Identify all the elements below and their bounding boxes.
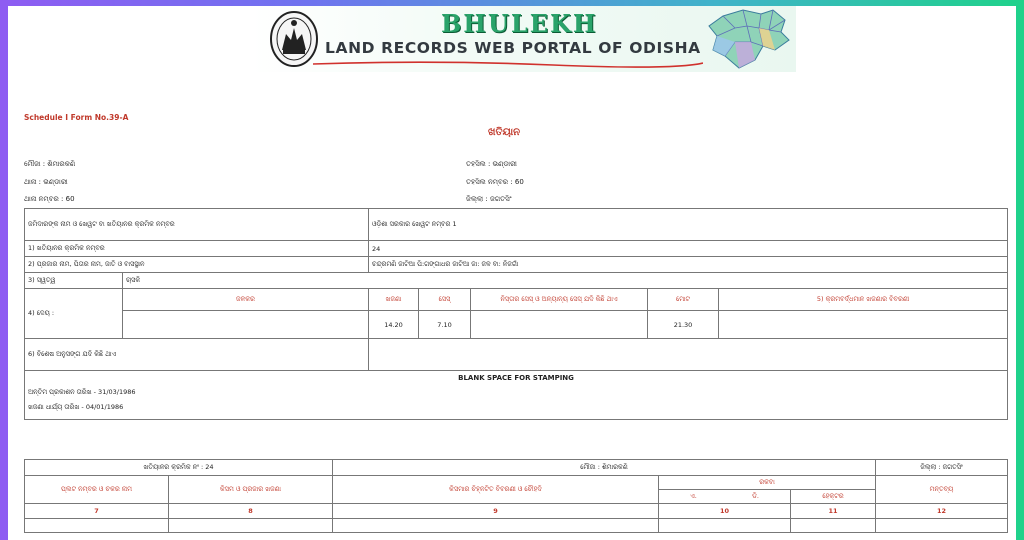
- col-number-10: 10: [659, 504, 791, 519]
- header-area-acre: ଏ.: [690, 492, 697, 500]
- table-row: [25, 241, 1008, 257]
- rent-value-khajana: 14.20: [369, 311, 419, 339]
- tahasil-number-label: ତହସିଲ ନମ୍ବର : 60: [466, 178, 524, 186]
- landlord-value: ଓଡ଼ିଶା ସରକାର ଖେୱଟ ନମ୍ବର 1: [369, 209, 1008, 241]
- rent-header-water: ଜଳକର: [123, 289, 369, 311]
- tax-assessment-date: ଖଜଣା ଧାର୍ଯ୍ୟ ତାରିଖ - 04/01/1986: [28, 403, 124, 411]
- rent-header-khajana: ଖଜଣା: [369, 289, 419, 311]
- table-row: [25, 273, 1008, 289]
- odisha-map-icon: [703, 6, 793, 72]
- col-number-12: 12: [876, 504, 1008, 519]
- table-row: [25, 209, 1008, 241]
- portal-underline: [313, 58, 703, 70]
- bhulekh-brand: BHULEKH: [441, 9, 598, 38]
- plot-table: [24, 459, 1008, 533]
- stamp-cell: [25, 371, 1008, 420]
- bhulekh-banner: [251, 6, 796, 72]
- header-area-units: [659, 490, 791, 504]
- mouza-label: ମୌଜା : ଶିମାରକଣି: [24, 160, 76, 168]
- table-row: [25, 460, 1008, 476]
- special-remark-label: 6) ବିଶେଷ ଅନୁସଙ୍ଗ ଯଦି କିଛି ଥାଏ: [25, 339, 369, 371]
- plot-mouza: ମୌଜା : ଶିମାରକଣି: [333, 460, 876, 476]
- tenant-label: 2) ପ୍ରଜାର ନାମ, ପିତାର ନାମ, ଜାତି ଓ ବାସସ୍ଥାନ: [25, 257, 369, 273]
- table-row: [25, 289, 1008, 311]
- plot-khatian-no: ଖତିୟାନର କ୍ରମିକ ନଂ : 24: [25, 460, 333, 476]
- table-row: [25, 519, 1008, 533]
- rent-value-progressive: [719, 311, 1008, 339]
- thana-number-label: ଥାନା ନମ୍ବର : 60: [24, 195, 75, 203]
- col-number-7: 7: [25, 504, 169, 519]
- final-publication-date: ଅନ୍ତିମ ପ୍ରକାଶନ ତାରିଖ - 31/03/1986: [28, 388, 136, 396]
- rent-value-water: [123, 311, 369, 339]
- rent-label: 4) ଦେୟ :: [25, 289, 123, 339]
- landlord-label: ଜମିଦାରଙ୍କ ନାମ ଓ ଖେୱଟ ବା ଖତିୟାନର କ୍ରମିକ ନମ୍ବର: [25, 209, 369, 241]
- table-row: [25, 371, 1008, 420]
- header-area: ରକବା: [659, 476, 876, 490]
- khatian-no-label: 1) ଖତିୟାନର କ୍ରମିକ ନମ୍ବର: [25, 241, 369, 257]
- khatian-no-value: 24: [369, 241, 1008, 257]
- plot-district: ଜିଲ୍ଲା : ଜଗତସିଂ: [876, 460, 1008, 476]
- document-title: ଖତିୟାନ: [488, 127, 521, 138]
- tenant-value: ଚନ୍ଦ୍ରମଣି ଜାଟିଆ ପି:ଗଙ୍ଗାଧର ଜାଟିଆ ଜା: ଜଳ ବା: ନିଜଗାଁ: [369, 257, 1008, 273]
- header-boundary: କିସମାର ଚିହ୍ନଟିତ ବିବରଣୀ ଓ ଚୌହଦି: [333, 476, 659, 504]
- table-row: [25, 257, 1008, 273]
- rent-header-total: ମୋଟ: [648, 289, 719, 311]
- tahasil-label: ତହସିଲ : ଭଣ୍ଡାରୀ: [466, 160, 517, 168]
- header-area-hectare: ହେକ୍ଟର: [791, 490, 876, 504]
- header-area-decimal: ଡି.: [752, 492, 759, 500]
- rent-value-other-cess: [471, 311, 648, 339]
- col-number-9: 9: [333, 504, 659, 519]
- district-label: ଜିଲ୍ଲା : ଜଗତସିଂ: [466, 195, 512, 203]
- stamp-title: BLANK SPACE FOR STAMPING: [458, 374, 574, 382]
- rent-header-cess: ସେସ୍: [419, 289, 471, 311]
- header-kisam: କିସମ ଓ ପ୍ରଜାର ଖଜଣା: [169, 476, 333, 504]
- special-remark-value: [369, 339, 1008, 371]
- rent-value-total: 21.30: [648, 311, 719, 339]
- table-row: [25, 339, 1008, 371]
- rent-header-progressive: 5) କ୍ରମବର୍ଦ୍ଧମାନ ଖଜଣାର ବିବରଣୀ: [719, 289, 1008, 311]
- rent-value-cess: 7.10: [419, 311, 471, 339]
- form-number: Schedule I Form No.39-A: [24, 113, 129, 122]
- col-number-8: 8: [169, 504, 333, 519]
- rent-header-other-cess: ନିସ୍ତାର ସେସ୍ ଓ ଅନ୍ୟାନ୍ୟ ସେସ୍ ଯଦି କିଛି ଥାଏ: [471, 289, 648, 311]
- rights-value: ଚାସକି: [123, 273, 1008, 289]
- col-number-11: 11: [791, 504, 876, 519]
- odisha-emblem-icon: [269, 10, 319, 68]
- table-row: [25, 311, 1008, 339]
- portal-title: LAND RECORDS WEB PORTAL OF ODISHA: [325, 39, 701, 57]
- header-remarks: ମନ୍ତବ୍ୟ: [876, 476, 1008, 504]
- table-row: [25, 476, 1008, 490]
- table-row: [25, 504, 1008, 519]
- rights-label: 3) ସ୍ୱତ୍ୱ: [25, 273, 123, 289]
- thana-label: ଥାନା : ଭଣ୍ଡାରୀ: [24, 178, 68, 186]
- khatian-table: [24, 208, 1008, 420]
- document-page: [8, 6, 1016, 540]
- header-plot-number: ପ୍ଲଟ ନମ୍ବର ଓ ଚକର ନାମ: [25, 476, 169, 504]
